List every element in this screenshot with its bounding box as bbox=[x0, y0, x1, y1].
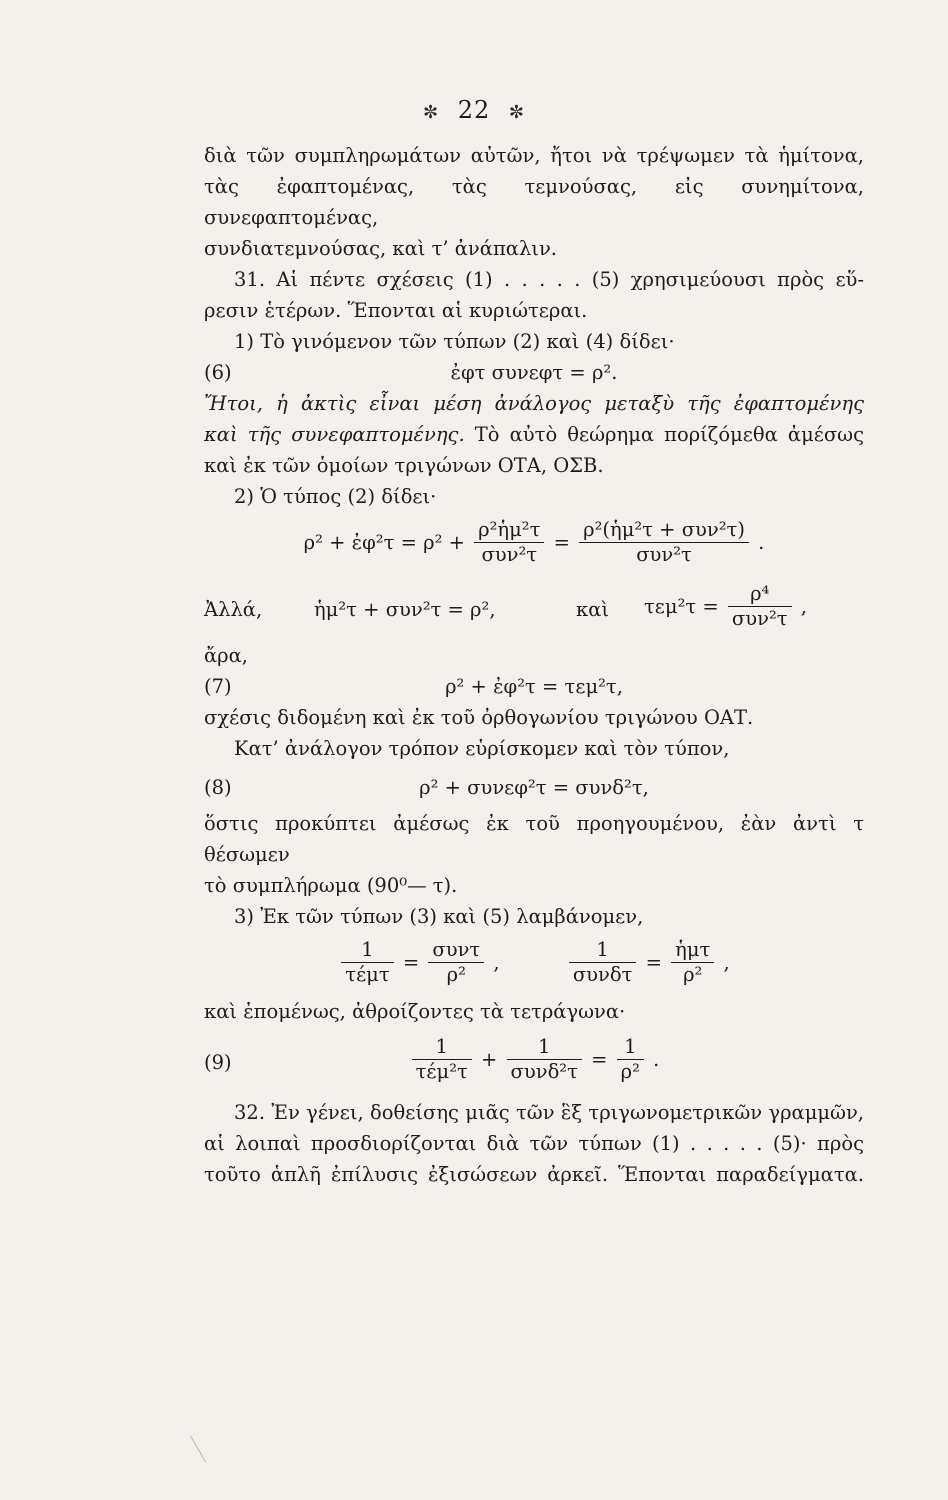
equation-alla-line bbox=[204, 576, 864, 640]
denominator: συν²τ bbox=[474, 542, 544, 567]
text-line: συνδιατεμνούσας, καὶ τ’ ἀνάπαλιν. bbox=[204, 237, 557, 260]
fraction bbox=[617, 1035, 644, 1084]
equation-number: (9) bbox=[204, 1051, 232, 1074]
fraction bbox=[728, 582, 792, 631]
denominator: συν²τ bbox=[728, 606, 792, 631]
page-header bbox=[0, 96, 948, 124]
equation-body: ρ² + συνεφ²τ = συνδ²τ, bbox=[419, 776, 649, 799]
italic-text: καὶ τῆς συνεφαπτομένης. bbox=[204, 423, 465, 446]
comma: , bbox=[723, 951, 730, 974]
equation-6 bbox=[204, 357, 864, 388]
denominator: ρ² bbox=[671, 962, 714, 987]
text-line: Κατ’ ἀνάλογον τρόπον εὑρίσκομεν καὶ τὸν τύπον, bbox=[234, 737, 730, 760]
expr: ρ² + ἐφ²τ = ρ² + bbox=[303, 531, 465, 554]
page-number: 22 bbox=[457, 96, 491, 124]
numerator: συντ bbox=[432, 938, 481, 961]
plus-sign: + bbox=[481, 1048, 498, 1071]
equation-number: (7) bbox=[204, 675, 232, 698]
comma: , bbox=[493, 951, 500, 974]
fraction bbox=[579, 518, 749, 567]
equals-sign: = bbox=[553, 531, 570, 554]
equation-body bbox=[204, 1035, 864, 1084]
equation-body: ἐφτ συνεφτ = ρ². bbox=[450, 361, 618, 384]
numerator: 1 bbox=[538, 1035, 551, 1058]
text-line: καὶ ἐκ τῶν ὁμοίων τριγώνων ΟΤΑ, ΟΣΒ. bbox=[204, 454, 604, 477]
equation-body bbox=[204, 938, 864, 987]
fraction bbox=[671, 938, 714, 987]
fraction bbox=[428, 938, 484, 987]
denominator: ρ² bbox=[428, 962, 484, 987]
expr: ἡμ²τ + συν²τ = ρ², bbox=[314, 598, 496, 621]
text-line: τὸ συμπλήρωμα (90⁰— τ). bbox=[204, 874, 458, 897]
text-line: τοῦτο ἁπλῆ ἐπίλυσις ἐξισώσεων ἀρκεῖ. Ἕπονται παραδείγματα. bbox=[204, 1163, 864, 1186]
fraction bbox=[341, 938, 393, 987]
text-line: ὅστις προκύπτει ἀμέσως ἐκ τοῦ προηγουμένου, ἐὰν ἀντὶ τ θέσωμεν bbox=[204, 812, 864, 866]
text-line bbox=[204, 419, 864, 450]
comma: , bbox=[800, 595, 807, 618]
ornament-right-icon: ✼ bbox=[508, 102, 525, 123]
equation-number: (6) bbox=[204, 361, 232, 384]
text-line: ἄρα, bbox=[204, 644, 248, 667]
equals-sign: = bbox=[402, 951, 420, 974]
section-32-line: 32. Ἐν γένει, δοθείσης μιᾶς τῶν ἓξ τριγωνομετρικῶν γραμμῶν, bbox=[234, 1101, 864, 1124]
text: Τὸ αὐτὸ θεώρημα πορίζόμεθα ἀμέσως bbox=[464, 423, 864, 446]
period: . bbox=[758, 531, 765, 554]
text-line: καὶ ἐπομένως, ἀθροίζοντες τὰ τετράγωνα· bbox=[204, 1000, 626, 1023]
equation-body bbox=[204, 518, 864, 567]
equals-sign: = bbox=[591, 1048, 608, 1071]
equation-number: (8) bbox=[204, 776, 232, 799]
fraction bbox=[474, 518, 544, 567]
fraction bbox=[569, 938, 637, 987]
text-line: 2) Ὁ τύπος (2) δίδει· bbox=[234, 485, 437, 508]
equation-7 bbox=[204, 671, 864, 702]
ink-mark bbox=[190, 1424, 227, 1462]
numerator: ρ²ἡμ²τ bbox=[478, 518, 541, 541]
equation-tau-expansion bbox=[204, 512, 864, 576]
text: Ἀλλά, bbox=[204, 598, 263, 621]
denominator: τέμτ bbox=[341, 962, 393, 987]
text-line: διὰ τῶν συμπληρωμάτων αὐτῶν, ἤτοι νὰ τρέψωμεν τὰ ἡμίτονα, bbox=[204, 144, 864, 167]
denominator: συνδτ bbox=[569, 962, 637, 987]
period: . bbox=[653, 1048, 660, 1071]
body-text bbox=[204, 140, 864, 1190]
text-line: τὰς ἐφαπτομένας, τὰς τεμνούσας, εἰς συνημίτονα, συνεφαπτομένας, bbox=[204, 175, 864, 229]
expr: τεμ²τ = bbox=[644, 595, 719, 618]
ornament-left-icon: ✼ bbox=[422, 102, 440, 123]
numerator: ρ²(ἡμ²τ + συν²τ) bbox=[583, 518, 745, 541]
numerator: 1 bbox=[435, 1035, 448, 1058]
text-line: Ἤτοι, ἡ ἀκτὶς εἶναι μέση ἀνάλογος μεταξὺ τῆς ἐφαπτομένης bbox=[204, 392, 864, 415]
fraction bbox=[507, 1035, 582, 1084]
denominator: ρ² bbox=[617, 1059, 644, 1084]
denominator: συνδ²τ bbox=[507, 1059, 582, 1084]
numerator: ρ⁴ bbox=[750, 582, 770, 605]
numerator: 1 bbox=[596, 938, 609, 961]
numerator: ἡμτ bbox=[675, 938, 711, 961]
text-line: ρεσιν ἑτέρων. Ἕπονται αἱ κυριώτεραι. bbox=[204, 299, 588, 322]
numerator: 1 bbox=[624, 1035, 637, 1058]
numerator: 1 bbox=[361, 938, 374, 961]
equation-8 bbox=[204, 764, 864, 808]
denominator: συν²τ bbox=[579, 542, 749, 567]
text-line: αἱ λοιπαὶ προσδιορίζονται διὰ τῶν τύπων (1) . . . . . (5)· πρὸς bbox=[204, 1132, 864, 1155]
text-line: 3) Ἐκ τῶν τύπων (3) καὶ (5) λαμβάνομεν, bbox=[234, 905, 644, 928]
text: καὶ bbox=[576, 598, 610, 621]
text-line: σχέσις διδομένη καὶ ἐκ τοῦ ὀρθογωνίου τριγώνου ΟΑΤ. bbox=[204, 706, 754, 729]
expr-group bbox=[644, 582, 807, 631]
equation-9 bbox=[204, 1027, 864, 1097]
equals-sign: = bbox=[645, 951, 662, 974]
denominator: τέμ²τ bbox=[412, 1059, 472, 1084]
equation-body: ρ² + ἐφ²τ = τεμ²τ, bbox=[445, 675, 623, 698]
section-31-line: 31. Αἱ πέντε σχέσεις (1) . . . . . (5) χρησιμεύουσι πρὸς εὕ- bbox=[234, 268, 864, 291]
equation-reciprocals bbox=[204, 932, 864, 996]
fraction bbox=[412, 1035, 472, 1084]
text-line: 1) Τὸ γινόμενον τῶν τύπων (2) καὶ (4) δίδει· bbox=[234, 330, 675, 353]
